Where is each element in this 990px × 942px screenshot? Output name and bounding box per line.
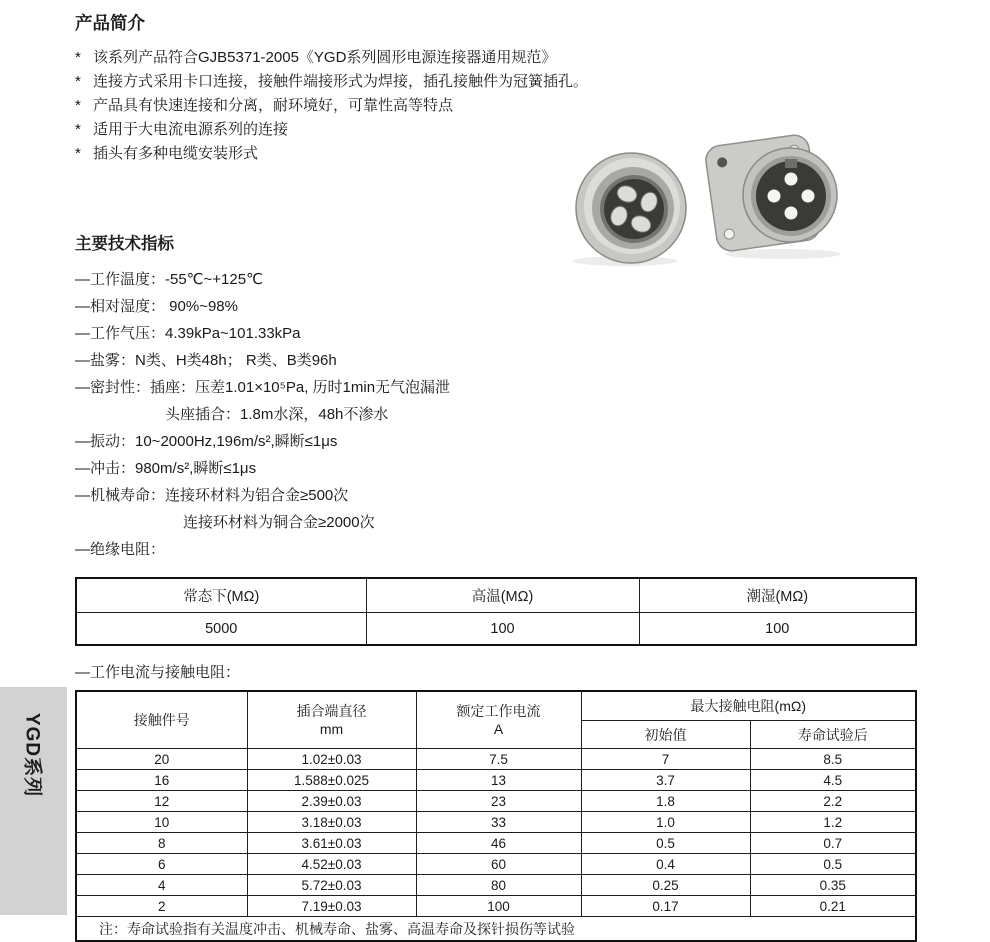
subheader-cell: 寿命试验后 [750,721,916,749]
header-line: 额定工作电流 [456,702,541,719]
table-row [76,875,916,896]
table-cell: 3.18±0.03 [247,812,416,833]
table-header-row [76,691,916,721]
table-cell: 2.2 [750,791,916,812]
table-cell: 100 [416,896,581,917]
asterisk-marker: * [75,145,81,162]
spec-line: 头座插合：1.8m水深，48h不渗水 [165,406,389,423]
receptacle-illustration [704,133,837,252]
spec-line: —盐雾：N类、H类48h； R类、B类96h [75,352,337,369]
table-cell: 4.5 [750,770,916,791]
asterisk-marker: * [75,73,81,90]
table-row [76,833,916,854]
table-cell: 8 [76,833,247,854]
table-cell: 4 [76,875,247,896]
asterisk-marker: * [75,97,81,114]
table-cell: 100 [366,613,639,646]
spec-line: —绝缘电阻： [75,541,166,558]
page-content [75,0,915,942]
header-cell: 潮湿(MΩ) [639,578,916,613]
table-cell: 3.61±0.03 [247,833,416,854]
table-row [76,770,916,791]
table-cell: 5.72±0.03 [247,875,416,896]
table-cell: 1.588±0.025 [247,770,416,791]
table-cell: 0.25 [581,875,750,896]
table-cell: 0.35 [750,875,916,896]
header-cell: 接触件号 [76,691,247,749]
specs-title: 主要技术指标 [75,235,174,253]
table-cell: 13 [416,770,581,791]
table-row [76,613,916,646]
table-cell: 60 [416,854,581,875]
header-cell [416,691,581,749]
table-cell: 0.5 [581,833,750,854]
table-cell: 7.5 [416,749,581,770]
spec-line: —振动：10~2000Hz,196m/s²,瞬断≤1μs [75,433,338,450]
bullet-item [75,70,915,94]
table-cell: 12 [76,791,247,812]
subheader-cell: 初始值 [581,721,750,749]
bullet-text: 插头有多种电缆安装形式 [93,145,259,162]
spec-line: 连接环材料为铜合金≥2000次 [183,514,375,531]
header-cell: 常态下(MΩ) [76,578,366,613]
series-tab-label: YGD系列 [21,712,42,798]
spec-line: —冲击：980m/s²,瞬断≤1μs [75,460,257,477]
asterisk-marker: * [75,121,81,138]
table-row [76,854,916,875]
table-cell: 2 [76,896,247,917]
table-cell: 4.52±0.03 [247,854,416,875]
connector-photo-illustration [563,116,858,268]
spec-line: —密封性：插座：压差1.01×10⁵Pa, 历时1min无气泡漏泄 [75,379,451,396]
table-cell: 0.21 [750,896,916,917]
table-cell: 23 [416,791,581,812]
bullet-text: 适用于大电流电源系列的连接 [93,121,289,138]
table-cell: 6 [76,854,247,875]
table-cell: 100 [639,613,916,646]
table-cell: 2.39±0.03 [247,791,416,812]
table-cell: 46 [416,833,581,854]
bullet-text: 该系列产品符合GJB5371-2005《YGD系列圆形电源连接器通用规范》 [93,49,557,66]
header-unit: mm [319,721,344,737]
table-header-row [76,578,916,613]
current-table-caption: —工作电流与接触电阻： [75,664,241,681]
intro-title: 产品简介 [75,13,145,33]
table-note: 注：寿命试验指有关温度冲击、机械寿命、盐雾、高温寿命及探针损伤等试验 [76,917,916,942]
table-cell: 1.8 [581,791,750,812]
spec-line: —工作气压：4.39kPa~101.33kPa [75,325,301,342]
table-row [76,812,916,833]
connector-pair-photo [563,116,858,268]
bullet-item [75,94,915,118]
table-row [76,749,916,770]
insulation-resistance-table [75,577,917,646]
table-cell: 0.5 [750,854,916,875]
table-cell: 1.2 [750,812,916,833]
table-cell: 7 [581,749,750,770]
spec-line: —相对湿度： 90%~98% [75,298,238,315]
table-cell: 8.5 [750,749,916,770]
table-cell: 5000 [76,613,366,646]
table-cell: 1.02±0.03 [247,749,416,770]
plug-illustration [576,153,686,263]
header-cell [247,691,416,749]
header-line: 插合端直径 [296,702,367,719]
bullet-text: 连接方式采用卡口连接，接触件端接形式为焊接，插孔接触件为冠簧插孔。 [93,73,589,90]
current-and-resistance-table [75,690,917,942]
table-cell: 0.17 [581,896,750,917]
header-cell: 高温(MΩ) [366,578,639,613]
table-cell: 0.7 [750,833,916,854]
table-row [76,791,916,812]
asterisk-marker: * [75,49,81,66]
table-row [76,896,916,917]
table-note-row [76,917,916,942]
bullet-item [75,46,915,70]
table-cell: 7.19±0.03 [247,896,416,917]
table-cell: 10 [76,812,247,833]
table-cell: 20 [76,749,247,770]
table-cell: 33 [416,812,581,833]
bullet-text: 产品具有快速连接和分离，耐环境好，可靠性高等特点 [93,97,454,114]
table-cell: 0.4 [581,854,750,875]
table-cell: 16 [76,770,247,791]
header-group-cell: 最大接触电阻(mΩ) [581,691,916,721]
table-cell: 80 [416,875,581,896]
table-cell: 3.7 [581,770,750,791]
spec-line: —工作温度：-55℃~+125℃ [75,271,263,288]
spec-line: —机械寿命：连接环材料为铝合金≥500次 [75,487,349,504]
series-tab [0,687,67,915]
header-unit: A [493,721,504,737]
table-cell: 1.0 [581,812,750,833]
specs-list [75,266,915,563]
